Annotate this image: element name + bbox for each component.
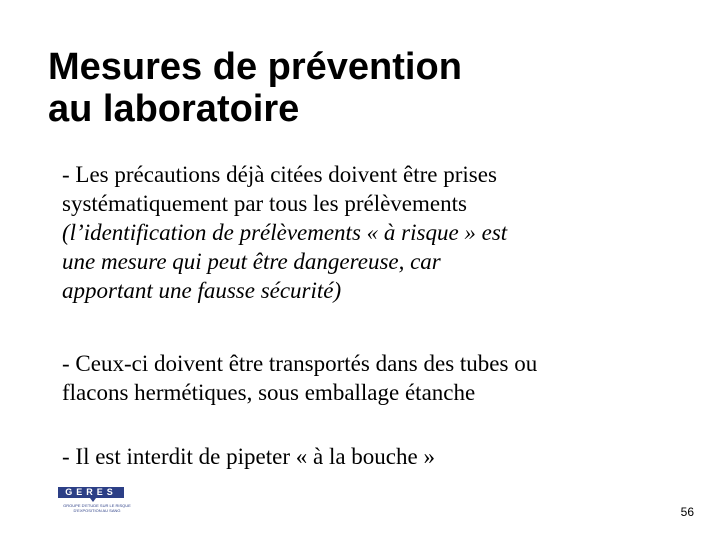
title-line-2: au laboratoire bbox=[48, 88, 300, 130]
slide-title bbox=[48, 46, 462, 130]
paragraph-line: flacons hermétiques, sous emballage étanche bbox=[62, 380, 476, 405]
page-number: 56 bbox=[680, 505, 694, 519]
logo-wordmark: GERES bbox=[58, 487, 124, 498]
slide-body bbox=[62, 160, 682, 469]
title-line-1: Mesures de prévention bbox=[48, 46, 462, 88]
paragraph-pipetting bbox=[62, 442, 435, 471]
geres-logo bbox=[54, 487, 140, 513]
paragraph-line-italic: une mesure qui peut être dangereuse, car bbox=[62, 249, 441, 274]
paragraph-line: - Il est interdit de pipeter « à la bouche » bbox=[62, 444, 435, 469]
paragraph-line: - Ceux-ci doivent être transportés dans des tubes ou bbox=[62, 351, 538, 376]
paragraph-transport bbox=[62, 349, 537, 407]
paragraph-line: systématiquement par tous les prélèvements bbox=[62, 191, 467, 216]
logo-triangle-icon bbox=[90, 498, 96, 502]
logo-subtitle-line-1: GROUPE D'ETUDE SUR LE RISQUE bbox=[63, 503, 131, 508]
paragraph-line: - Les précautions déjà citées doivent être prises bbox=[62, 162, 497, 187]
paragraph-precautions bbox=[62, 160, 682, 305]
logo-subtitle-line-2: D'EXPOSITION AU SANG bbox=[73, 508, 121, 513]
logo-subtitle bbox=[54, 503, 140, 513]
paragraph-line-italic: (l’identification de prélèvements « à risque » est bbox=[62, 220, 508, 245]
paragraph-line-italic: apportant une fausse sécurité) bbox=[62, 278, 342, 303]
